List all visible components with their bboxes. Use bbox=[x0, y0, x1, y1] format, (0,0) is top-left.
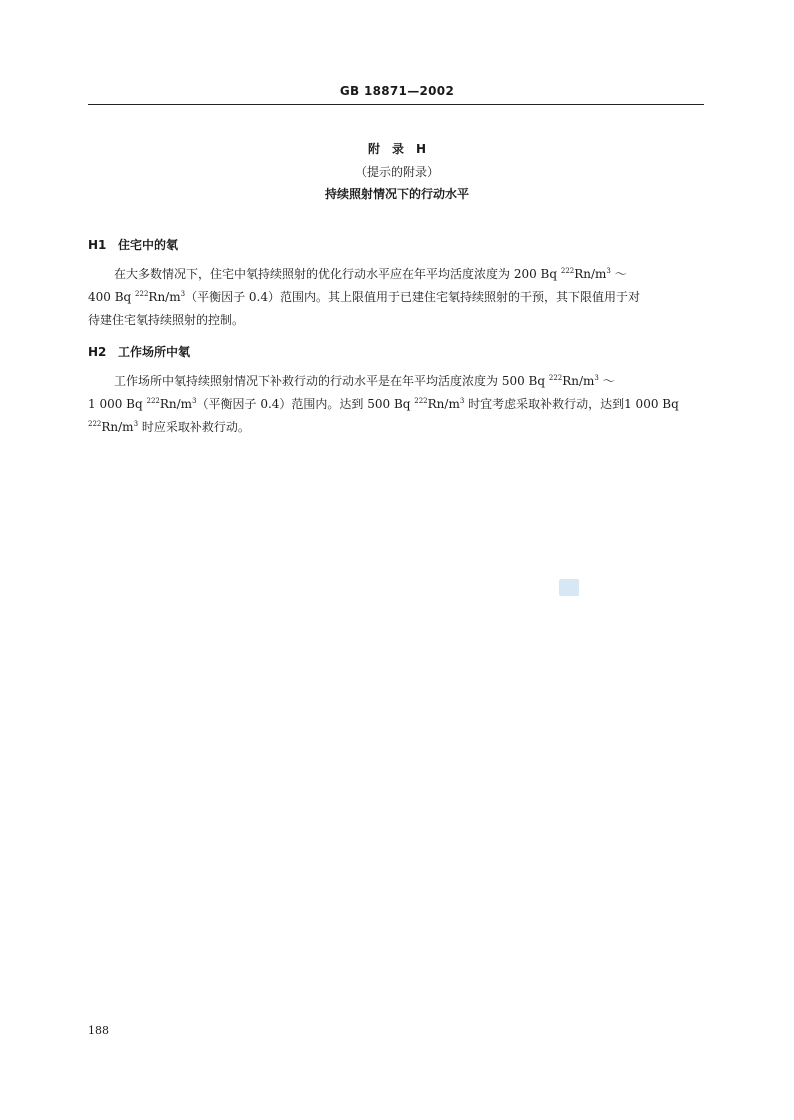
appendix-title: 附 录 H bbox=[367, 142, 427, 156]
section-title: 工作场所中氡 bbox=[118, 345, 191, 359]
paragraph-line: 工作场所中氡持续照射情况下补救行动的行动水平是在年平均活度浓度为 500 Bq $^{222}Rn/m^3$ ～ bbox=[114, 374, 615, 388]
watermark-logo-icon bbox=[559, 579, 579, 596]
appendix-subtitle: （提示的附录） bbox=[354, 165, 439, 179]
appendix-heading: 持续照射情况下的行动水平 bbox=[324, 187, 469, 201]
section-heading-h1 bbox=[88, 236, 178, 253]
paragraph-line: 在大多数情况下，住宅中氡持续照射的优化行动水平应在年平均活度浓度为 200 Bq $^{222}Rn/m^3$ ～ bbox=[114, 267, 627, 281]
page-number: 188 bbox=[88, 1024, 109, 1037]
section-title: 住宅中的氡 bbox=[118, 238, 179, 252]
page-header-standard-code: GB 18871—2002 bbox=[339, 84, 455, 98]
section-heading-h2 bbox=[88, 343, 190, 360]
section-number: H2 bbox=[88, 345, 107, 359]
paragraph-line: 400 Bq $^{222}Rn/m^3$（平衡因子 0.4）范围内。其上限值用于已建住宅氡持续照射的干预，其下限值用于对 bbox=[88, 290, 640, 304]
paragraph-line: 待建住宅氡持续照射的控制。 bbox=[88, 313, 245, 327]
header-rule bbox=[88, 104, 704, 105]
section-number: H1 bbox=[88, 238, 107, 252]
paragraph-line: $^{222}Rn/m^3$ 时应采取补救行动。 bbox=[88, 420, 250, 434]
paragraph-line: 1 000 Bq $^{222}Rn/m^3$（平衡因子 0.4）范围内。达到 500 Bq $^{222}Rn/m^3$ 时宜考虑采取补救行动，达到1 000 Bq bbox=[88, 397, 679, 411]
section-paragraph-h1 bbox=[88, 263, 704, 332]
section-paragraph-h2 bbox=[88, 370, 704, 439]
